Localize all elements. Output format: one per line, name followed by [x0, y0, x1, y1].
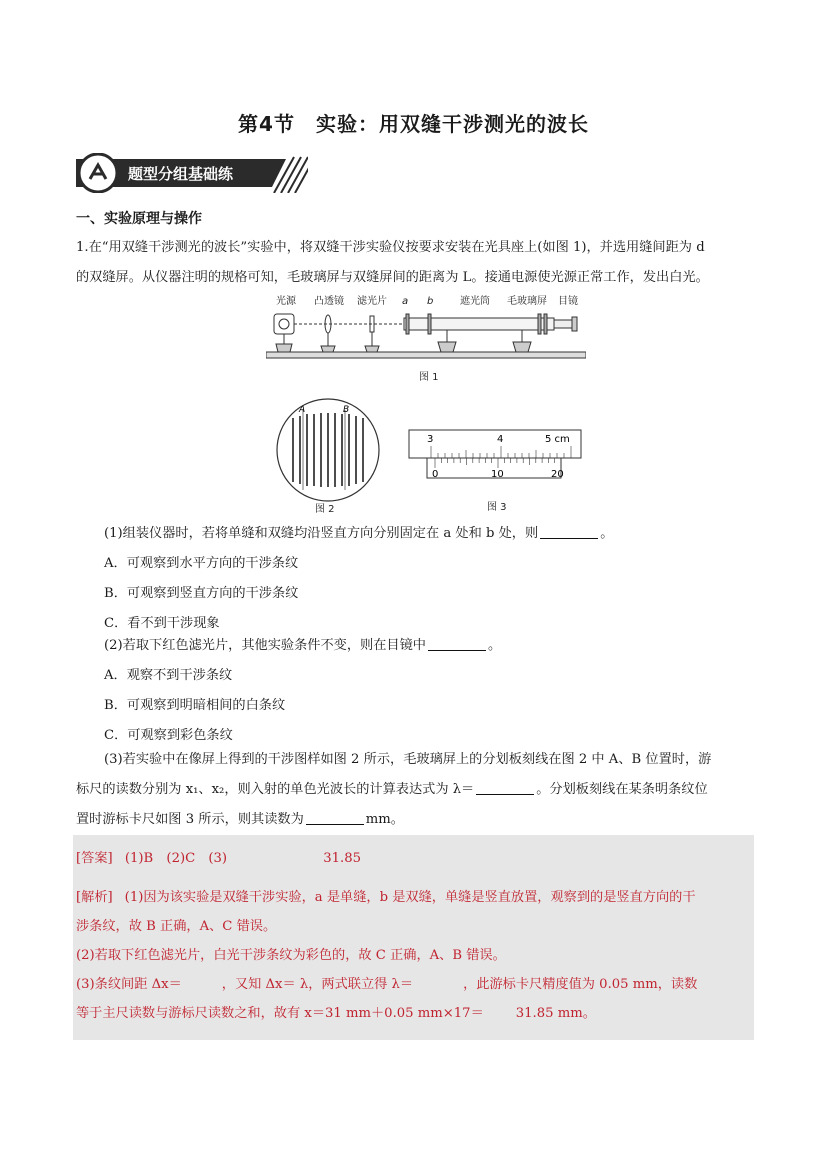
part-2-end: 。: [488, 638, 502, 653]
part-3-line-3: 置时游标卡尺如图 3 所示，则其读数为: [76, 812, 304, 827]
fig1-label-tube: 遮光筒: [460, 296, 490, 307]
banner-label: 题型分组基础练: [128, 165, 234, 183]
analysis-line-3: (2)若取下红色滤光片，白光干涉条纹为彩色的，故 C 正确，A、B 错误。: [76, 948, 506, 963]
intro-line-1: 1.在“用双缝干涉测光的波长”实验中，将双缝干涉实验仪按要求安装在光具座上(如图 1)，并选用缝间距为 d: [76, 240, 705, 255]
analysis-line-4a: (3)条纹间距 Δx＝: [76, 977, 182, 992]
part-3-blank-formula: [476, 780, 534, 795]
part-3: [76, 745, 756, 835]
part-1: [104, 519, 754, 639]
answer-text: (1)B (2)C (3): [124, 851, 228, 866]
question-intro: [76, 233, 756, 293]
answer-value: 31.85: [323, 851, 362, 866]
fig3-caption: 图 3: [487, 502, 507, 513]
figure-1: [266, 292, 586, 387]
fig1-lamp-icon: [274, 314, 294, 334]
analysis-line-5b: 31.85 mm。: [515, 1006, 596, 1021]
fig1-label-lens: 凸透镜: [314, 296, 344, 307]
part-1-option-c: C．看不到干涉现象: [104, 616, 220, 631]
fig1-label-a: a: [402, 296, 409, 307]
fig2-fringes: [293, 413, 363, 487]
part-3-line-2: 标尺的读数分别为 x₁、x₂，则入射的单色光波长的计算表达式为 λ＝: [76, 782, 475, 797]
part-1-end: 。: [600, 526, 614, 541]
fig3-vernier-tick-20: 20: [551, 469, 564, 480]
part-3-line-1: (3)若实验中在像屏上得到的干涉图样如图 2 所示，毛玻璃屏上的分划板刻线在图 2 中 A、B 位置时，游: [104, 752, 712, 767]
part-2-option-c: C．可观察到彩色条纹: [104, 728, 233, 743]
fig1-caption: 图 1: [419, 372, 439, 383]
part-2-option-b: B．可观察到明暗相间的白条纹: [104, 698, 286, 713]
part-2-option-a: A．观察不到干涉条纹: [104, 668, 233, 683]
part-1-option-b: B．可观察到竖直方向的干涉条纹: [104, 586, 299, 601]
fig2-label-a: A: [299, 405, 306, 415]
fig1-label-b: b: [427, 296, 434, 307]
part-3-line-3-end: mm。: [365, 812, 404, 827]
part-2: [104, 631, 754, 751]
analysis-line-2: 涉条纹，故 B 正确，A、C 错误。: [76, 919, 277, 934]
analysis-line-1: (1)因为该实验是双缝干涉实验，a 是单缝，b 是双缝，单缝是竖直放置，观察到的是竖直方向的干: [124, 890, 696, 905]
part-2-blank: [428, 636, 486, 651]
analysis-label: [解析]: [76, 890, 113, 905]
figure-2: [273, 398, 383, 514]
answer-line: [76, 847, 361, 866]
fig3-main-tick-3: 3: [427, 434, 434, 445]
part-1-stem: (1)组装仪器时，若将单缝和双缝均沿竖直方向分别固定在 a 处和 b 处，则: [104, 526, 539, 541]
part-1-option-a: A．可观察到水平方向的干涉条纹: [104, 556, 299, 571]
fig2-label-b: B: [343, 405, 350, 415]
part-2-stem: (2)若取下红色滤光片，其他实验条件不变，则在目镜中: [104, 638, 426, 653]
fig3-main-tick-5cm: 5 cm: [545, 434, 570, 445]
fig3-vernier-tick-0: 0: [432, 469, 439, 480]
fig1-label-screen: 毛玻璃屏: [507, 296, 547, 307]
fig1-label-filter: 滤光片: [357, 296, 387, 307]
page-title: 第4节 实验：用双缝干涉测光的波长: [238, 112, 589, 136]
figure-3: [407, 428, 585, 514]
fig1-tube: [404, 318, 554, 330]
fig1-rail: [266, 352, 586, 358]
analysis-line-4b: ，又知 Δx＝ λ，两式联立得 λ＝: [221, 977, 414, 992]
part-3-line-2-end: 。分划板刻线在某条明条纹位: [536, 782, 708, 797]
analysis: [76, 883, 754, 1028]
fig3-vernier-tick-10: 10: [491, 469, 504, 480]
fig3-main-tick-4: 4: [497, 434, 504, 445]
answer-label: [答案]: [76, 851, 113, 866]
part-1-blank: [540, 524, 598, 539]
part-3-blank-reading: [306, 810, 364, 825]
section-heading: 一、实验原理与操作: [76, 211, 202, 227]
section-banner: [76, 153, 308, 193]
analysis-line-5a: 等于主尺读数与游标尺读数之和，故有 x＝31 mm＋0.05 mm×17＝: [76, 1006, 484, 1021]
analysis-line-4c: ，此游标卡尺精度值为 0.05 mm，读数: [463, 977, 698, 992]
intro-line-2: 的双缝屏。从仪器注明的规格可知，毛玻璃屏与双缝屏间的距离为 L。接通电源使光源正常工作，发出白光。: [76, 270, 709, 285]
fig1-label-eyepiece: 目镜: [558, 296, 578, 307]
fig1-label-light-source: 光源: [276, 296, 296, 307]
fig2-caption: 图 2: [315, 504, 335, 514]
